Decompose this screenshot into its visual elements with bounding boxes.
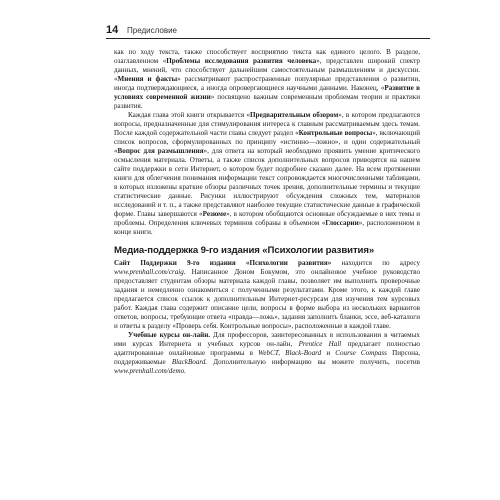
paragraph-intro-continuation <box>114 48 420 111</box>
page-number: 14 <box>106 24 119 36</box>
paragraph-support-site <box>114 259 420 331</box>
italic-term: BlackBoard. <box>171 358 208 366</box>
bold-term: Резюме <box>202 210 227 218</box>
text-run: », в котором обобщаются основные обсуждаемые в них темы и проблемы. Определения ключевых терминов собраны в объемном « <box>114 210 420 227</box>
text-run: как по ходу текста, также способствует восприятию текста как единого целого. В разделе, озаглавленном « <box>114 48 420 65</box>
bold-term: Учебные курсы он-лайн. <box>128 331 211 339</box>
page-body <box>114 48 420 376</box>
italic-term: Prentice Hall <box>298 340 342 348</box>
text-run: предлагает полностью адаптированные онлайновые программы в <box>114 340 420 357</box>
bold-term: Предварительным обзором <box>250 111 339 119</box>
text-run: Для профессоров, заинтересованных в использовании в читаемых ими курсах Интернета и учебных курсов он-лайн, <box>114 331 420 348</box>
italic-term: WebCT, Black-Board <box>258 349 322 357</box>
spacer <box>114 237 420 245</box>
text-run: » рассматривают распространенные популярные представления о развитии, иногда подтверждающиеся, а иногда опровергающиеся научными данными. Наконец, « <box>114 75 420 92</box>
text-run: находится по адресу <box>331 259 420 267</box>
text-run: », расположенном в конце книги. <box>114 219 420 236</box>
text-run: », включающий список вопросов, сформулированных по принципу «истинно—ложно», и один содержательный « <box>114 129 420 155</box>
page-header <box>106 24 430 39</box>
text-run: и <box>321 349 336 357</box>
bold-term: Вопрос для размышления <box>117 147 204 155</box>
text-run: Каждая глава этой книги открывается « <box>128 111 251 119</box>
paragraph-online-courses <box>114 331 420 376</box>
url-text: www.prenhall.com/demo. <box>114 367 186 375</box>
bold-term: Глоссарии <box>325 219 359 227</box>
bold-term: Контрольные вопросы <box>298 129 373 137</box>
bold-term: Развитие в условиях современной жизни <box>114 84 420 101</box>
text-run: », в котором предлагаются вопросы, предназначенные для стимулирования интереса к главным рассматриваемым здесь темам. После каждой содержательной части главы следует раздел « <box>114 111 420 137</box>
italic-term: Course Compass <box>335 349 387 357</box>
url-text: www.prenhall.com/craig. <box>114 268 186 276</box>
bold-term: Мнения и факты <box>117 75 178 83</box>
paragraph-chapter-structure <box>114 111 420 237</box>
text-run: », для ответа на который необходимо проявить умение критического осмысления материала. Ответы, а также список дополнительных вопросов приводятся на нашем сайте поддержки в сети Интернет, о котором будет подробнее сказано далее. На всем протяжении книги для облегчения понимания информации текст сопровождается многочисленными таблицами, в которых изложены краткие обзоры различных точек зрения, дополнительные термины и текущие статистические данные. Рисунки иллюстрируют обсуждения сложных тем, материалов исследований и т. п., а также представляют наиболее текущие статистические данные в графической форме. Главы завершаются « <box>114 147 420 218</box>
bold-term: Проблемы исследования развития человека <box>166 57 317 65</box>
bold-term: Сайт Поддержки 9-го издания «Психологии развития» <box>114 259 332 267</box>
text-run: Написанное Доном Бокумом, это онлайновое учебное руководство предоставляет студентам обзоры материала каждой главы, позволяет им выполнить проверочные задания и немедленно ознакомиться с полученными результатами. Кроме этого, к каждой главе предлагается список ссылок к дополнительным Интернет-ресурсам для изучения тем курсовых работ. Каждая глава содержит описание цели, вопросы в форме выбора из нескольких вариантов ответов, вопросы, требующие ответа «правда—ложь», задания заполнить бланки, эссе, веб-каталоги и ответы к разделу «Проверь себя. Контрольные вопросы», расположенные в каждой главе. <box>114 268 420 330</box>
text-run: », представлен широкий спектр данных, мнений, что способствует дальнейшим самостоятельным размышлениям и дискуссии. « <box>114 57 420 83</box>
section-title: Медиа-поддержка 9-го издания «Психологии развития» <box>114 245 375 256</box>
text-run: Пирсона, поддерживаемые <box>114 349 420 366</box>
running-head: Предисловие <box>127 26 177 35</box>
text-run: » посвящено важным современным проблемам теории и практики развития. <box>114 93 420 110</box>
text-run: Дополнительную информацию вы можете получить, посетив <box>207 358 421 366</box>
